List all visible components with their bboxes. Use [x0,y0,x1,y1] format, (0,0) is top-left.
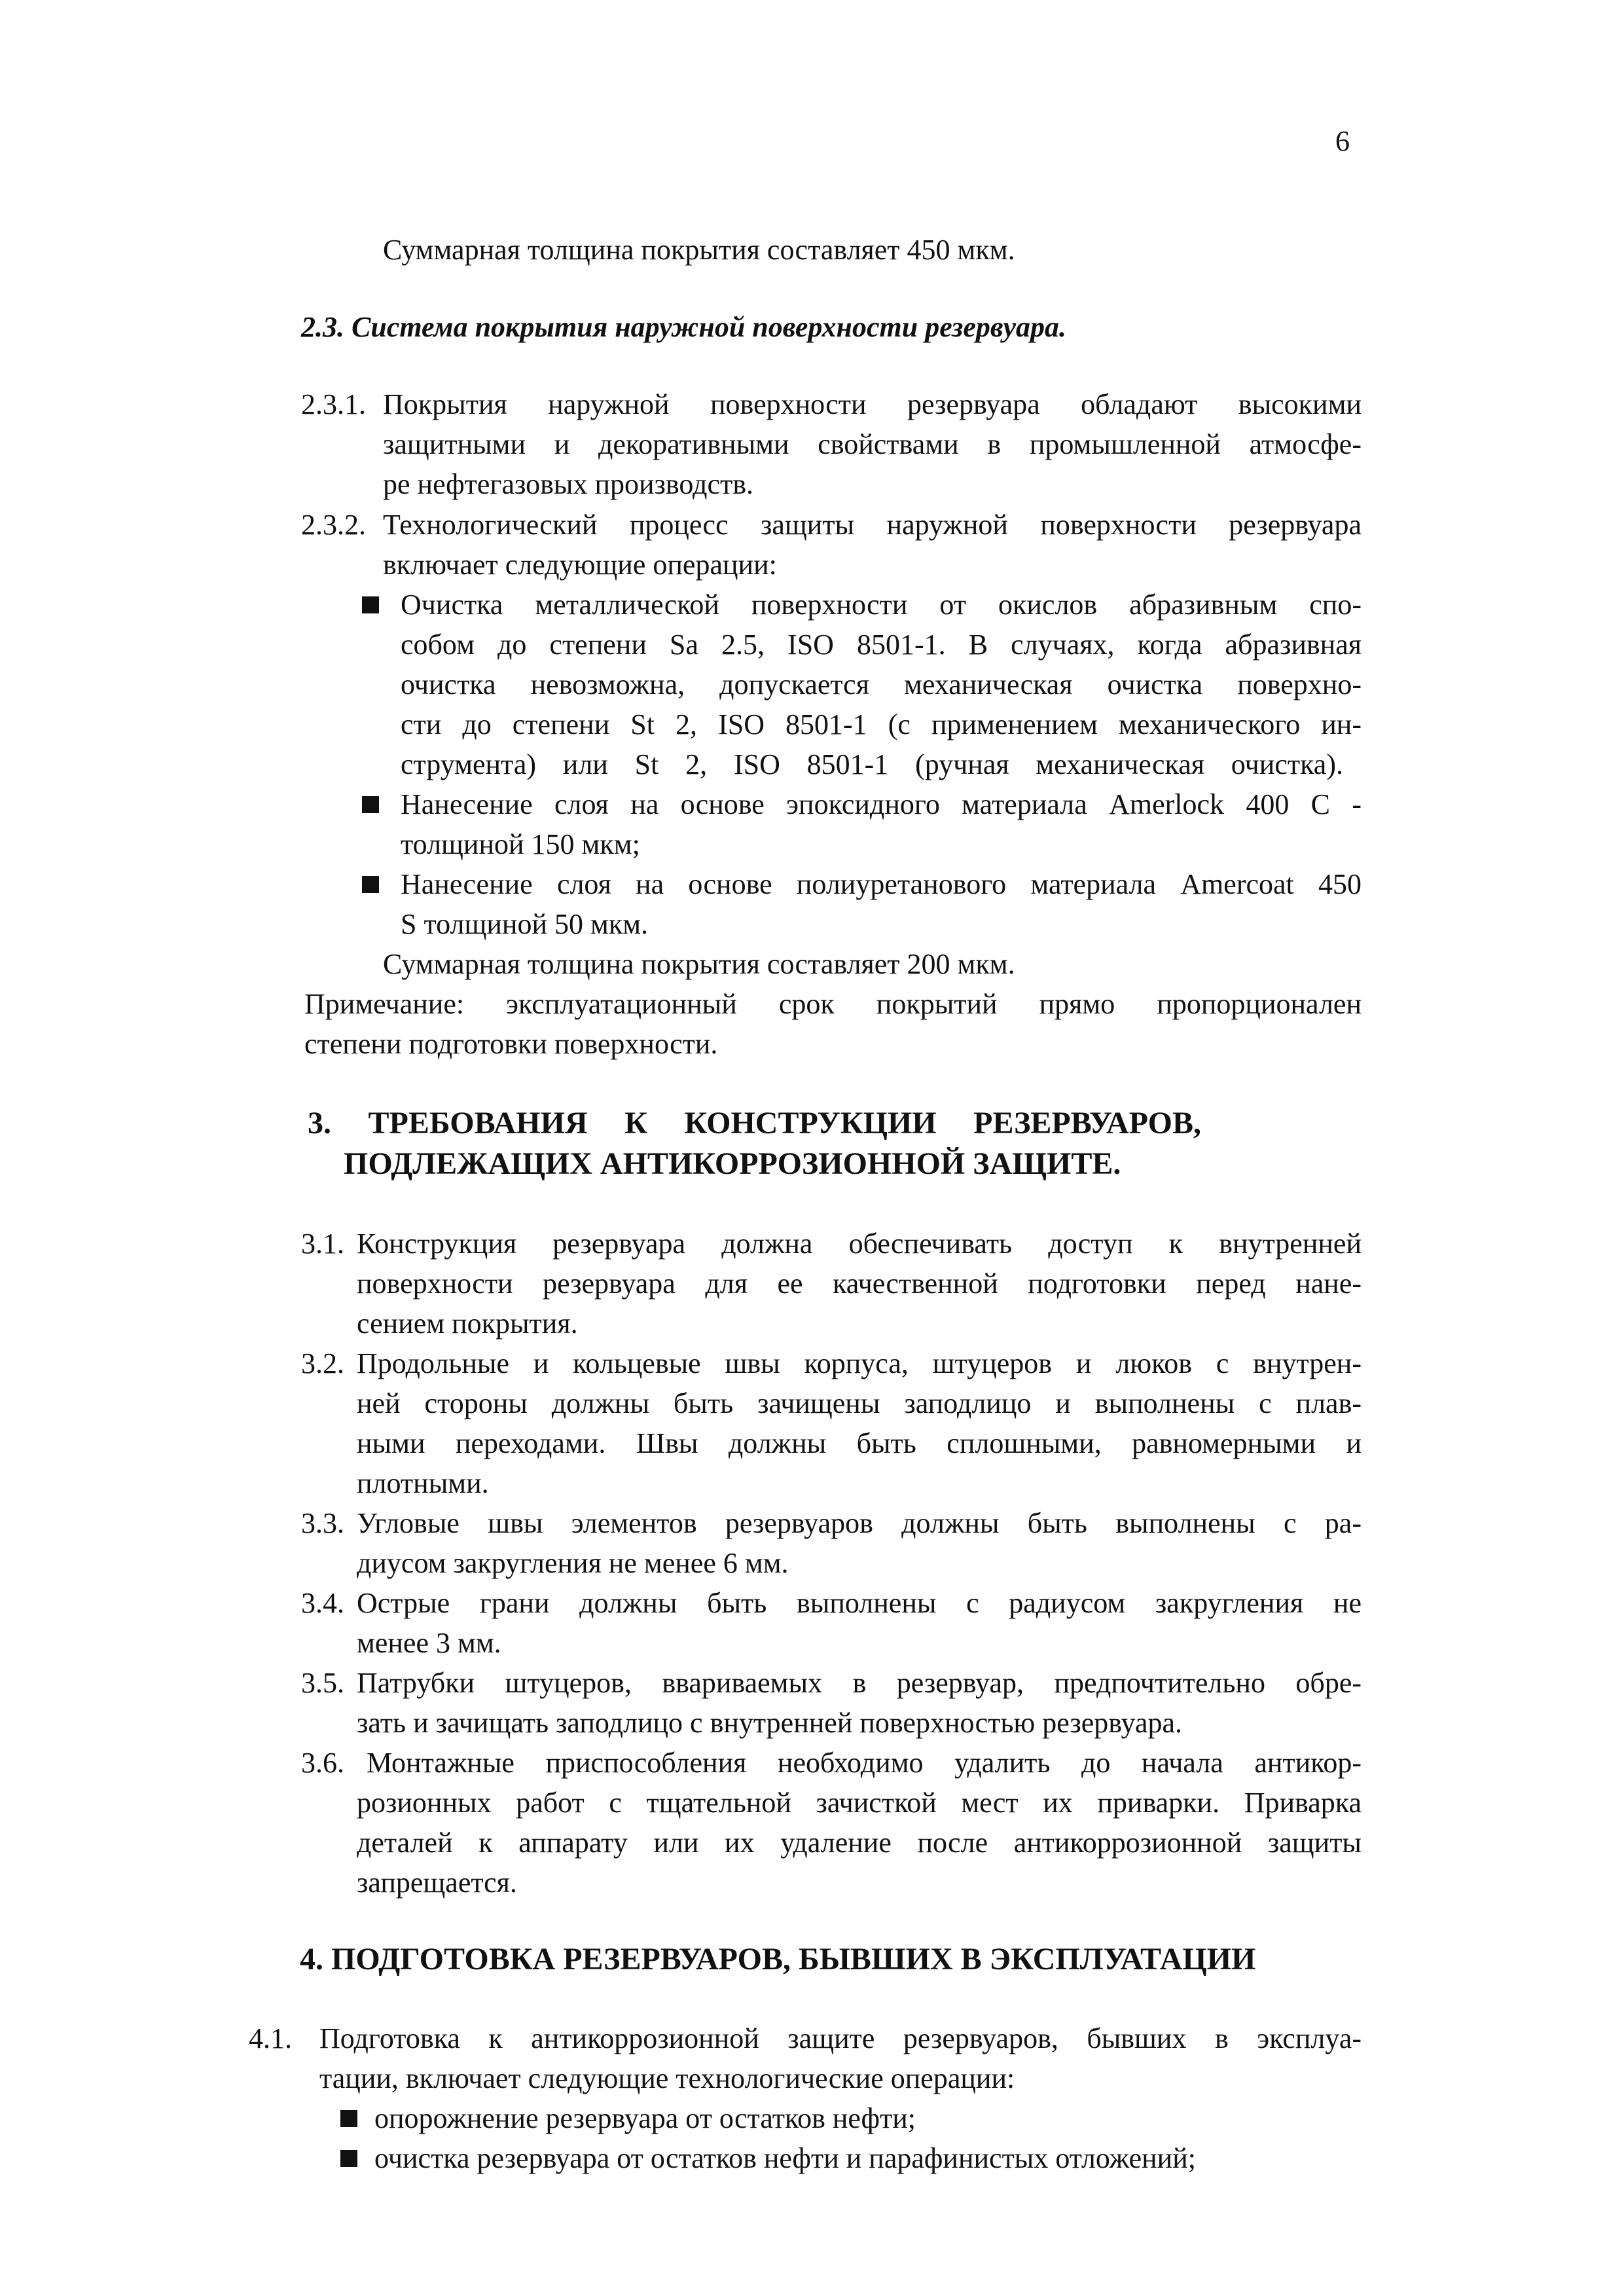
bullet-2-line-2: толщиной 150 мкм; [401,828,640,860]
item-number-3-5: 3.5. [301,1667,344,1699]
note-line-2: степени подготовки поверхности. [304,1028,718,1060]
item-number-2-3-2: 2.3.2. [301,509,366,541]
item-2-3-1-line-2: защитными и декоративными свойствами в промышленной атмосфе- [383,428,1362,460]
item-3-6-line-3: деталей к аппарату или их удаление после антикоррозионной защиты [357,1827,1362,1859]
item-3-5-line-1: Патрубки штуцеров, ввариваемых в резервуар, предпочтительно обре- [357,1667,1362,1699]
item-3-6-line-2: розионных работ с тщательной зачисткой мест их приварки. Приварка [357,1787,1362,1819]
subsection-title-2-3: 2.3. Система покрытия наружной поверхности резервуара. [301,311,1067,343]
bullet-square-icon [340,2150,357,2167]
item-number-4-1: 4.1. [249,2022,292,2054]
section-3-title-line-2: ПОДЛЕЖАЩИХ АНТИКОРРОЗИОННОЙ ЗАЩИТЕ. [344,1146,1121,1181]
total-thickness-line-2: Суммарная толщина покрытия составляет 200 мкм. [383,948,1015,980]
item-3-2-line-2: ней стороны должны быть зачищены заподлицо и выполнены с плав- [357,1387,1362,1419]
bullet-square-icon [340,2110,357,2127]
item-2-3-2-line-1: Технологический процесс защиты наружной поверхности резервуара [383,509,1362,541]
item-2-3-1-line-3: ре нефтегазовых производств. [383,468,754,500]
bullet-1-line-5: струмента) или St 2, ISO 8501-1 (ручная механическая очистка). [401,748,1343,780]
item-4-1-line-1: Подготовка к антикоррозионной защите резервуаров, бывших в эксплуа- [319,2022,1362,2054]
section-4-bullet-1: опорожнение резервуара от остатков нефти; [374,2102,916,2134]
total-thickness-line: Суммарная толщина покрытия составляет 450 мкм. [383,234,1015,266]
item-number-3-6: 3.6. [301,1747,344,1779]
bullet-3-line-2: S толщиной 50 мкм. [401,908,649,940]
section-4-title: 4. ПОДГОТОВКА РЕЗЕРВУАРОВ, БЫВШИХ В ЭКСПЛУАТАЦИИ [300,1942,1256,1977]
item-number-2-3-1: 2.3.1. [301,388,366,420]
bullet-square-icon [362,596,379,613]
item-number-3-1: 3.1. [301,1228,344,1260]
item-2-3-2-line-2: включает следующие операции: [383,549,777,581]
bullet-1-line-3: очистка невозможна, допускается механическая очистка поверхно- [401,668,1362,701]
item-3-1-line-3: сением покрытия. [357,1307,578,1339]
section-3-title-line-1: 3. ТРЕБОВАНИЯ К КОНСТРУКЦИИ РЕЗЕРВУАРОВ, [308,1106,1201,1140]
item-3-3-line-2: диусом закругления не менее 6 мм. [357,1547,789,1579]
item-3-4-line-1: Острые грани должны быть выполнены с радиусом закругления не [357,1587,1362,1619]
item-3-2-line-1: Продольные и кольцевые швы корпуса, штуцеров и люков с внутрен- [357,1347,1362,1379]
page-number: 6 [1335,125,1350,157]
item-3-3-line-1: Угловые швы элементов резервуаров должны быть выполнены с ра- [357,1507,1362,1539]
note-line-1: Примечание: эксплуатационный срок покрытий прямо пропорционален [304,988,1362,1020]
item-3-2-line-3: ными переходами. Швы должны быть сплошными, равномерными и [357,1427,1362,1459]
item-3-1-line-1: Конструкция резервуара должна обеспечивать доступ к внутренней [357,1228,1362,1260]
item-number-3-4: 3.4. [301,1587,344,1619]
item-4-1-line-2: тации, включает следующие технологические операции: [319,2062,1015,2094]
bullet-1-line-2: собом до степени Sa 2.5, ISO 8501-1. В случаях, когда абразивная [401,629,1362,661]
item-2-3-1-line-1: Покрытия наружной поверхности резервуара обладают высокими [383,388,1362,420]
bullet-1-line-1: Очистка металлической поверхности от окислов абразивным спо- [401,589,1362,621]
bullet-3-line-1: Нанесение слоя на основе полиуретанового материала Amercoat 450 [401,868,1362,900]
bullet-square-icon [362,876,379,893]
item-3-1-line-2: поверхности резервуара для ее качественной подготовки перед нане- [357,1267,1362,1300]
bullet-2-line-1: Нанесение слоя на основе эпоксидного материала Amerlock 400 C - [401,788,1362,820]
item-3-6-line-4: запрещается. [357,1867,517,1899]
section-4-bullet-2: очистка резервуара от остатков нефти и парафинистых отложений; [374,2142,1196,2174]
item-3-4-line-2: менее 3 мм. [357,1627,501,1659]
item-number-3-2: 3.2. [301,1347,344,1379]
item-3-5-line-2: зать и зачищать заподлицо с внутренней поверхностью резервуара. [357,1707,1183,1739]
item-3-2-line-4: плотными. [357,1467,489,1499]
item-number-3-3: 3.3. [301,1507,344,1539]
bullet-square-icon [362,796,379,813]
bullet-1-line-4: сти до степени St 2, ISO 8501-1 (с применением механического ин- [401,708,1362,740]
item-3-6-line-1: Монтажные приспособления необходимо удалить до начала антикор- [367,1747,1362,1779]
